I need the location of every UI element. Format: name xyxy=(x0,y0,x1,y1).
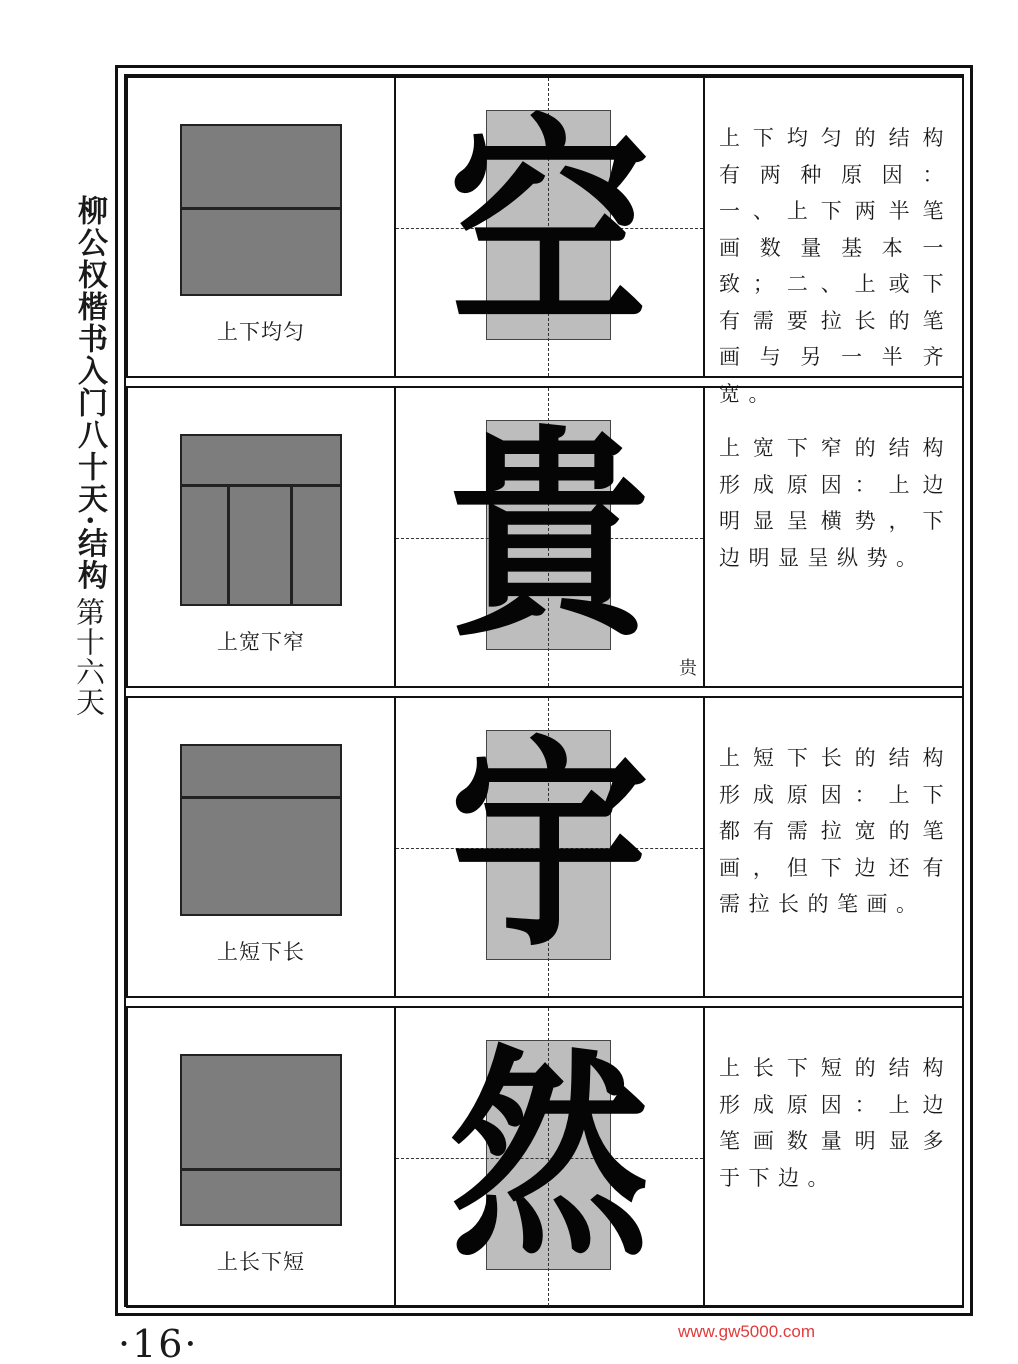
structure-description: 上短下长的结构形成原因：上下都有需拉宽的笔画，但下边还有需拉长的笔画。 xyxy=(719,746,952,916)
calligraphy-character: 貴 xyxy=(449,404,650,669)
structure-description: 上宽下窄的结构形成原因：上边明显呈横势，下边明显呈纵势。 xyxy=(719,436,952,570)
diagram-divider xyxy=(182,796,340,799)
structure-description: 上下均匀的结构有两种原因：一、上下两半笔画数量基本一致；二、上或下有需要拉长的笔画与另一半齐宽。 xyxy=(719,126,952,406)
diagram-divider xyxy=(182,1168,340,1171)
diagram-label: 上长下短 xyxy=(217,1250,305,1274)
calligraphy-character: 宇 xyxy=(449,714,650,979)
page-frame xyxy=(115,65,973,1316)
diagram-column-divider xyxy=(290,487,293,604)
structure-row-even xyxy=(126,76,964,406)
structure-diagram-wide-top xyxy=(180,434,342,606)
diagram-label: 上短下长 xyxy=(217,940,305,964)
calligraphy-character: 空 xyxy=(449,94,650,359)
structure-description: 上长下短的结构形成原因：上边笔画数量明显多于下边。 xyxy=(719,1056,952,1190)
structure-row-short-top xyxy=(126,696,964,998)
calligraphy-character: 然 xyxy=(449,1024,650,1289)
character-cell xyxy=(396,388,705,686)
diagram-cell xyxy=(128,388,396,686)
diagram-label: 上宽下窄 xyxy=(217,630,305,654)
description-cell xyxy=(705,698,962,996)
side-title xyxy=(68,195,110,717)
description-cell xyxy=(705,388,962,686)
character-cell xyxy=(396,698,705,996)
diagram-divider xyxy=(182,207,340,210)
description-cell xyxy=(705,78,962,406)
watermark: www.gw5000.com xyxy=(678,1322,816,1341)
diagram-label: 上下均匀 xyxy=(217,320,305,344)
diagram-cell xyxy=(128,78,396,376)
character-cell xyxy=(396,1008,705,1306)
structure-diagram-short-top xyxy=(180,744,342,916)
simplified-character: 贵 xyxy=(679,658,697,679)
diagram-column-divider xyxy=(227,487,230,604)
diagram-divider xyxy=(182,484,340,487)
lesson-day: 第十六天 xyxy=(72,597,106,718)
structure-row-long-top xyxy=(126,1006,964,1308)
description-cell xyxy=(705,1008,962,1306)
page-number: ·16· xyxy=(118,1322,199,1364)
structure-row-wide-top xyxy=(126,386,964,688)
structure-diagram-even xyxy=(180,124,342,296)
structure-diagram-long-top xyxy=(180,1054,342,1226)
diagram-cell xyxy=(128,1008,396,1306)
book-title: 柳公权楷书入门八十天·结构 xyxy=(72,195,107,592)
diagram-cell xyxy=(128,698,396,996)
character-cell xyxy=(396,78,705,376)
